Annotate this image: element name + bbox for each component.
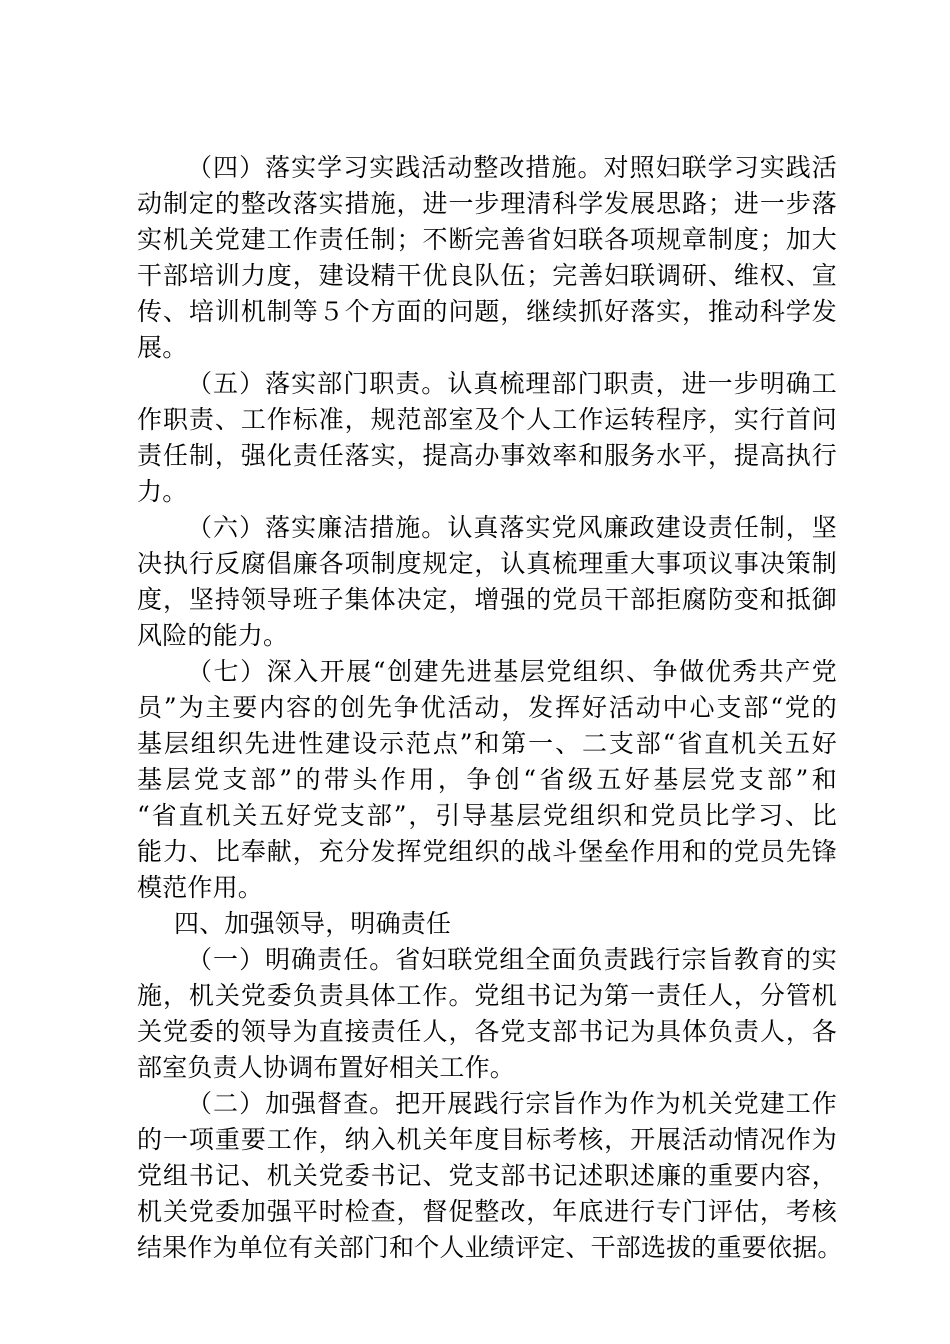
paragraph-6-line-4: 风险的能力。 [137, 621, 289, 650]
paragraph-s2-line-5: 结果作为单位有关部门和个人业绩评定、干部选拔的重要依据。 [137, 1233, 843, 1262]
paragraph-s2-line-1: （二）加强督查。把开展践行宗旨作为作为机关党建工作 [187, 1089, 837, 1118]
paragraph-s1-line-1: （一）明确责任。省妇联党组全面负责践行宗旨教育的实 [187, 945, 837, 974]
paragraph-4-line-6: 展。 [137, 333, 188, 362]
paragraph-s1-line-4: 部室负责人协调布置好相关工作。 [137, 1053, 516, 1082]
paragraph-4-line-5: 传、培训机制等５个方面的问题，继续抓好落实，推动科学发 [137, 297, 837, 326]
paragraph-6-line-2: 决执行反腐倡廉各项制度规定，认真梳理重大事项议事决策制 [137, 549, 837, 578]
paragraph-s1-line-3: 关党委的领导为直接责任人，各党支部书记为具体负责人，各 [137, 1017, 837, 1046]
paragraph-7-line-4: 基层党支部”的带头作用，争创“省级五好基层党支部”和 [137, 765, 837, 794]
paragraph-s2-line-3: 党组书记、机关党委书记、党支部书记述职述廉的重要内容， [137, 1161, 837, 1190]
paragraph-7-line-7: 模范作用。 [137, 873, 264, 902]
paragraph-4-line-3: 实机关党建工作责任制；不断完善省妇联各项规章制度；加大 [137, 225, 837, 254]
paragraph-7-line-5: “省直机关五好党支部”，引导基层党组织和党员比学习、比 [137, 801, 837, 830]
section-heading: 四、加强领导，明确责任 [174, 909, 452, 938]
paragraph-s2-line-2: 的一项重要工作，纳入机关年度目标考核，开展活动情况作为 [137, 1125, 837, 1154]
paragraph-7-line-6: 能力、比奉献，充分发挥党组织的战斗堡垒作用和的党员先锋 [137, 837, 837, 866]
paragraph-4-line-2: 动制定的整改落实措施，进一步理清科学发展思路；进一步落 [137, 189, 837, 218]
paragraph-7-line-1: （七）深入开展“创建先进基层党组织、争做优秀共产党 [187, 657, 837, 686]
paragraph-7-line-2: 员”为主要内容的创先争优活动，发挥好活动中心支部“党的 [137, 693, 837, 722]
paragraph-s1-line-2: 施，机关党委负责具体工作。党组书记为第一责任人，分管机 [137, 981, 837, 1010]
paragraph-5-line-2: 作职责、工作标准，规范部室及个人工作运转程序，实行首问 [137, 405, 837, 434]
paragraph-4-line-4: 干部培训力度，建设精干优良队伍；完善妇联调研、维权、宣 [137, 261, 837, 290]
paragraph-5-line-4: 力。 [137, 477, 188, 506]
paragraph-7-line-3: 基层组织先进性建设示范点”和第一、二支部“省直机关五好 [137, 729, 837, 758]
paragraph-4-line-1: （四）落实学习实践活动整改措施。对照妇联学习实践活 [187, 153, 837, 182]
paragraph-5-line-3: 责任制，强化责任落实，提高办事效率和服务水平，提高执行 [137, 441, 837, 470]
paragraph-s2-line-4: 机关党委加强平时检查，督促整改，年底进行专门评估，考核 [137, 1197, 837, 1226]
paragraph-6-line-1: （六）落实廉洁措施。认真落实党风廉政建设责任制，坚 [187, 513, 837, 542]
paragraph-5-line-1: （五）落实部门职责。认真梳理部门职责，进一步明确工 [187, 369, 837, 398]
paragraph-6-line-3: 度，坚持领导班子集体决定，增强的党员干部拒腐防变和抵御 [137, 585, 837, 614]
